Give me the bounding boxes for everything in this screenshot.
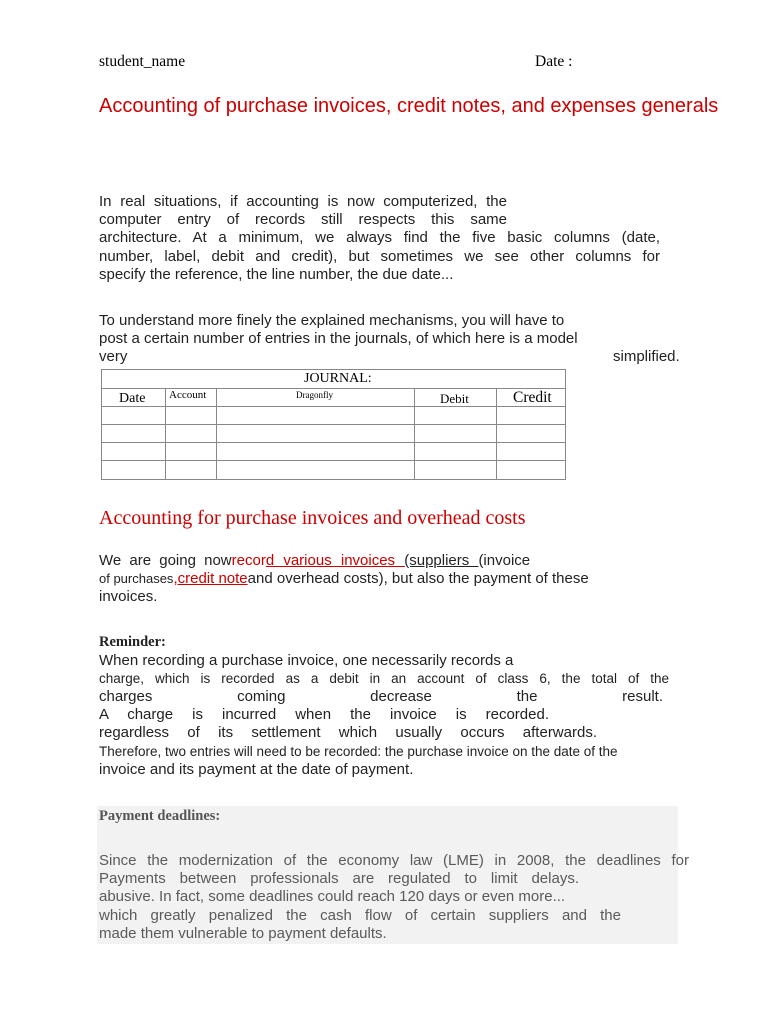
intro-line-1: In real situations, if accounting is now computerized, the <box>99 193 507 210</box>
p3-text-invoice: (invoice <box>478 552 531 569</box>
reminder-line-5: regardless of its settlement which usually occurs afterwards. <box>99 724 597 741</box>
p3-link-various-invoices[interactable]: d various invoices <box>265 552 405 569</box>
journal-intro-paragraph <box>99 312 687 367</box>
journal-col-label: Dragonfly <box>296 390 333 400</box>
intro-line-2: computer entry of records still respects this same <box>99 211 507 229</box>
payment-deadlines-label: Payment deadlines: <box>99 808 221 824</box>
journal-title: JOURNAL: <box>304 371 372 386</box>
page-title: Accounting of purchase invoices, credit notes, and expenses generals <box>99 95 719 117</box>
payment-line-3: abusive. In fact, some deadlines could reach 120 days or even more... <box>99 888 566 906</box>
p3-text-purchases: of purchases <box>99 571 174 587</box>
payment-line-4: which greatly penalized the cash flow of certain suppliers and the <box>99 906 621 924</box>
reminder-line-3: charges coming decrease the result. <box>99 688 663 705</box>
journal-col-account: Account <box>169 389 207 401</box>
intro-line-4: number, label, debit and credit), but sometimes we see other columns for <box>99 247 660 265</box>
intro-line-3: architecture. At a minimum, we always find the five basic columns (date, <box>99 229 660 247</box>
p2-line-2: post a certain number of entries in the journals, of which here is a model <box>99 330 578 348</box>
reminder-line-4: A charge is incurred when the invoice is recorded. <box>99 706 549 723</box>
payment-deadlines-paragraph <box>99 852 689 943</box>
p2-line-3 <box>99 348 687 366</box>
p3-text-record: recor <box>231 552 266 569</box>
p2-line-3-right: simplified. <box>613 348 680 366</box>
p3-text-a: We are going now <box>99 552 232 569</box>
section-title-purchase-invoices: Accounting for purchase invoices and overhead costs <box>99 507 526 529</box>
reminder-line-7: invoice and its payment at the date of payment. <box>99 761 414 778</box>
intro-line-5: specify the reference, the line number, the due date... <box>99 265 454 283</box>
intro-paragraph-bottom <box>99 229 660 284</box>
p3-line-1 <box>99 552 699 570</box>
p2-line-1: To understand more finely the explained mechanisms, you will have to <box>99 312 565 329</box>
journal-col-date: Date <box>119 391 146 406</box>
journal-col-debit: Debit <box>440 391 469 406</box>
p2-line-3-left: very <box>99 348 128 366</box>
journal-table <box>101 369 566 480</box>
date-label: Date : <box>535 53 573 70</box>
p3-link-credit-note[interactable]: ,credit note <box>173 570 248 588</box>
payment-line-2: Payments between professionals are regulated to limit delays. <box>99 870 579 888</box>
intro-paragraph-top <box>99 193 507 229</box>
payment-line-1: Since the modernization of the economy law (LME) in 2008, the deadlines for <box>99 852 689 869</box>
student-name: student_name <box>99 53 186 70</box>
p3-line-2 <box>99 570 699 588</box>
reminder-label: Reminder: <box>99 634 166 650</box>
p3-link-suppliers[interactable]: (suppliers <box>404 552 479 569</box>
payment-line-5: made them vulnerable to payment defaults. <box>99 924 387 942</box>
purchase-invoices-paragraph <box>99 552 699 607</box>
reminder-line-2: charge, which is recorded as a debit in an account of class 6, the total of the <box>99 671 669 686</box>
reminder-line-1: When recording a purchase invoice, one necessarily records a <box>99 652 514 669</box>
p3-line-3: invoices. <box>99 588 158 606</box>
journal-col-credit: Credit <box>513 389 552 406</box>
reminder-line-6: Therefore, two entries will need to be recorded: the purchase invoice on the date of the <box>99 744 618 759</box>
p3-text-overhead: and overhead costs), but also the payment of these <box>247 570 589 588</box>
